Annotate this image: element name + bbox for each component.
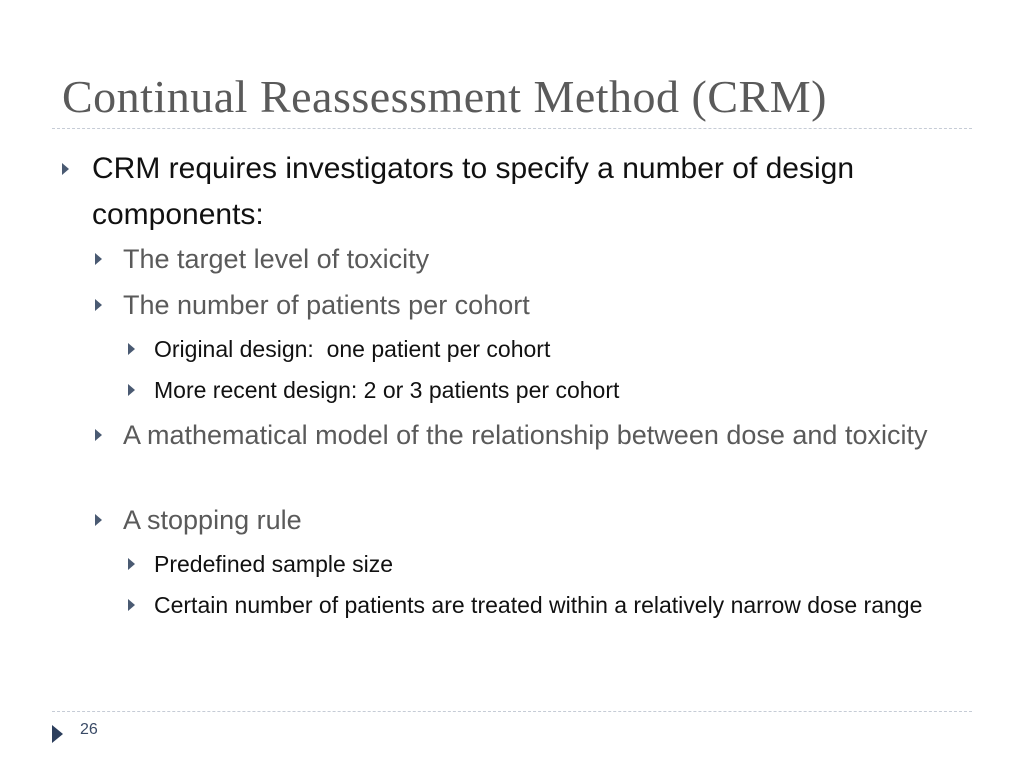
bullet-text: The number of patients per cohort — [123, 290, 530, 320]
slide-title: Continual Reassessment Method (CRM) — [62, 71, 827, 122]
bullet-text: Certain number of patients are treated within a relatively narrow dose range — [154, 592, 923, 618]
bullet-text: The target level of toxicity — [123, 244, 430, 274]
bullet-arrow-icon — [128, 599, 135, 611]
bullet-text: Predefined sample size — [154, 551, 394, 577]
footer-divider — [52, 711, 972, 712]
bullet-arrow-icon — [128, 384, 135, 396]
bullet-arrow-icon — [128, 343, 135, 355]
bullet-arrow-icon — [128, 558, 135, 570]
bullet-text: Original design: one patient per cohort — [154, 336, 551, 362]
bullet-arrow-icon — [95, 429, 102, 441]
footer-arrow-icon — [52, 725, 63, 743]
bullet-arrow-icon — [95, 253, 102, 265]
bullet-arrow-icon — [95, 514, 102, 526]
bullet-arrow-icon — [62, 163, 69, 175]
bullet-text: A mathematical model of the relationship between dose and toxicity — [123, 420, 928, 450]
bullet-text: CRM requires investigators to specify a number of design components: — [92, 152, 855, 231]
bullet-text: A stopping rule — [123, 505, 302, 535]
bullet-text: More recent design: 2 or 3 patients per cohort — [154, 377, 620, 403]
bullet-arrow-icon — [95, 299, 102, 311]
page-number: 26 — [80, 721, 98, 738]
